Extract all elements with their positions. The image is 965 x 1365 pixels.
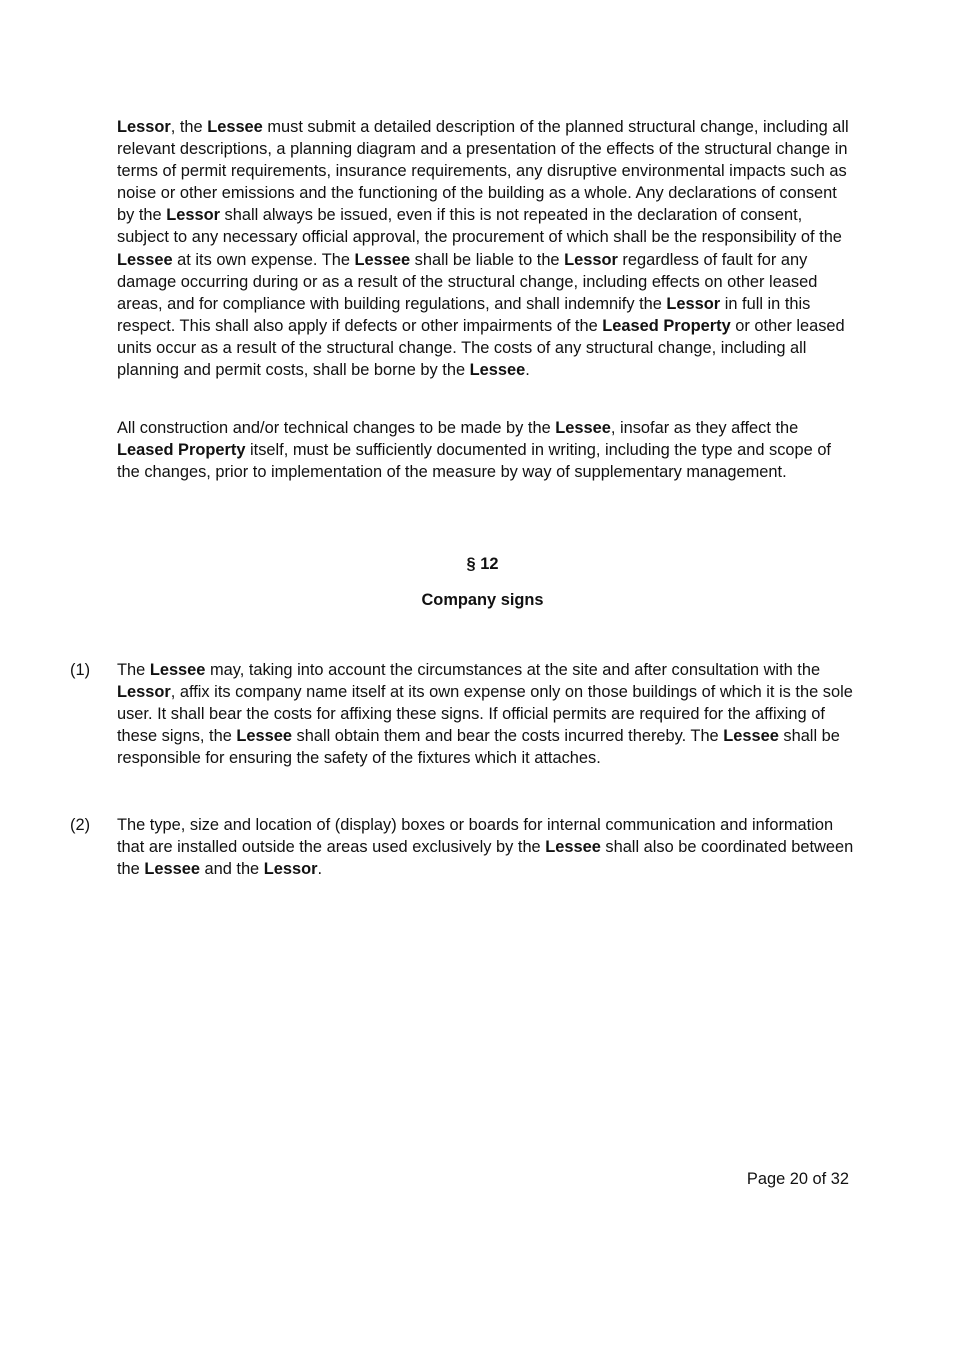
defined-term: Lessee — [555, 419, 611, 437]
defined-term: Lessor — [166, 206, 220, 225]
defined-term: Leased Property — [602, 316, 731, 335]
defined-term: Lessee — [149, 661, 206, 679]
defined-term: Lessee — [117, 250, 173, 269]
body-paragraph: Lessor, the Lessee must submit a detailed description of the planned structural change, including all relevant descriptions, a planning diagram and a presentation of the effects of the structural change in terms of permit requirements, insurance requirements, any disruptive environmental impacts such as noise or other emissions and the functioning of the building as a whole. Any declarations of consent by the Lessor shall always be issued, even if this is not repeated in the declaration of consent, subject to any necessary official approval, the procurement of which shall be the responsibility of the Lessee at its own expense. The Lessee shall be liable to the Lessor regardless of fault for any damage occurring during or as a result of the structural change, including effects on other leased areas, and for compliance with building regulations, and shall indemnify the Lessor in full in this respect. This shall also apply if defects or other impairments of the Leased Property or other leased units occur as a result of the structural change. The costs of any structural change, including all planning and permit costs, shall be borne by the Lessee. — [117, 118, 849, 380]
section-title: Company signs — [421, 591, 544, 609]
defined-term: Lessee — [723, 727, 779, 746]
defined-term: Lessor — [564, 250, 618, 269]
defined-term: Lessee — [545, 838, 601, 857]
clause-number: (1) — [70, 661, 91, 679]
defined-term: Lessee — [144, 860, 200, 879]
defined-term: Lessor — [666, 294, 721, 313]
defined-term: Lessee — [354, 250, 411, 269]
page-number: Page 20 of 32 — [746, 1170, 849, 1188]
clause-text: The type, size and location of (display) boxes or boards for internal communication and information that are installed outside the areas used exclusively by the Lessee shall also be coordinated between the Lessee and the Lessor. — [117, 816, 854, 879]
clause-text: The Lessee may, taking into account the circumstances at the site and after consultation with the Lessor, affix its company name itself at its own expense only on those buildings of which it is the sole user. It shall bear the costs for affixing these signs. If official permits are required for the affixing of these signs, the Lessee shall obtain them and bear the costs incurred thereby. The Lessee shall be responsible for ensuring the safety of the fixtures which it attaches. — [117, 661, 853, 768]
clause-number: (2) — [70, 816, 91, 834]
body-paragraph: All construction and/or technical changes to be made by the Lessee, insofar as they affect the Leased Property itself, must be sufficiently documented in writing, including the type and scope of the changes, prior to implementation of the measure by way of supplementary management. — [117, 419, 831, 482]
defined-term: Lessee — [236, 727, 292, 746]
defined-term: Lessee — [469, 361, 526, 380]
defined-term: Leased Property — [117, 441, 246, 460]
section-number: § 12 — [466, 555, 499, 573]
defined-term: Lessor — [117, 683, 171, 702]
defined-term: Lessee — [207, 118, 263, 136]
defined-term: Lessor — [263, 860, 318, 879]
defined-term: Lessor — [117, 118, 171, 136]
